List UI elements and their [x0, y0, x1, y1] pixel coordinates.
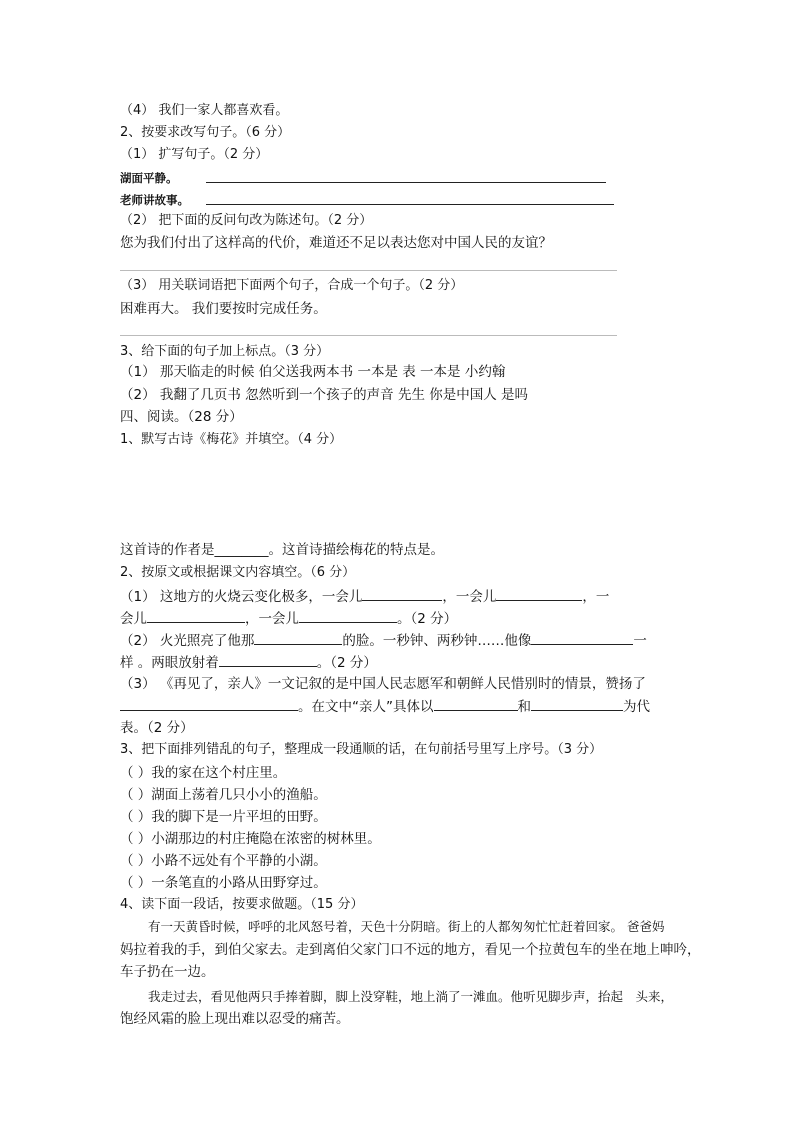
- blank[interactable]: [531, 696, 623, 711]
- fill-2-3-line1: （3） 《再见了，亲人》一文记叙的是中国人民志愿军和朝鲜人民惜别时的情景，赞扬了: [120, 676, 646, 692]
- blank[interactable]: [531, 630, 633, 645]
- punctuation-sentence-2: （2） 我翻了几页书 忽然听到一个孩子的声音 先生 你是中国人 是吗: [120, 387, 529, 403]
- fill-2-2-line1: （2） 火光照亮了他那 的脸。一秒钟、两秒钟……他像 一: [120, 630, 647, 651]
- blank[interactable]: [496, 586, 582, 601]
- list-item[interactable]: （ ）我的脚下是一片平坦的田野。: [120, 809, 327, 825]
- question-2-2: （2） 把下面的反问句改为陈述句。（2 分）: [120, 213, 373, 228]
- author-blank[interactable]: ________: [214, 542, 269, 558]
- passage-line: 妈拉着我的手，到伯父家去。走到离伯父家门口不远的地方，看见一个拉黄包车的坐在地上呻吟，: [120, 942, 701, 958]
- fill-2-3-line2: 。在文中“亲人”具体以 和 为代: [120, 696, 650, 717]
- passage-line: 饱经风霜的脸上现出难以忍受的痛苦。: [120, 1011, 350, 1027]
- section-4-title: 四、阅读。（28 分）: [120, 409, 243, 425]
- list-item[interactable]: （ ）小路不远处有个平静的小湖。: [120, 853, 327, 869]
- fill-2-2-line2: 样 。两眼放射着 。（2 分）: [120, 652, 377, 673]
- reading-3-title: 3、把下面排列错乱的句子，整理成一段通顺的话，在句前括号里写上序号。（3 分）: [120, 742, 603, 757]
- fill-2-3-line3: 表。（2 分）: [120, 720, 194, 736]
- punctuation-sentence-1: （1） 那天临走的时候 伯父送我两本书 一本是 表 一本是 小约翰: [120, 364, 506, 380]
- expand-sentence-b: 老师讲故事。: [120, 193, 189, 207]
- blank[interactable]: [219, 652, 317, 667]
- fill-2-1-line2: 会儿 ，一会儿 。（2 分）: [120, 608, 457, 629]
- fill-2-1-line1: （1） 这地方的火烧云变化极多，一会儿 ，一会儿 ，一: [120, 586, 609, 607]
- list-item[interactable]: （ ）一条笔直的小路从田野穿过。: [120, 875, 327, 891]
- blank[interactable]: [120, 696, 298, 711]
- reading-4-title: 4、读下面一段话，按要求做题。（15 分）: [120, 897, 364, 912]
- list-item[interactable]: （ ）我的家在这个村庄里。: [120, 765, 287, 781]
- blank[interactable]: [254, 630, 342, 645]
- rhetorical-sentence: 您为我们付出了这样高的代价，难道还不足以表达您对中国人民的友谊？: [120, 235, 552, 251]
- list-item[interactable]: （ ）小湖那边的村庄掩隐在浓密的树林里。: [120, 831, 381, 847]
- answer-line-2-1b[interactable]: [206, 204, 614, 205]
- blank[interactable]: [362, 586, 442, 601]
- blank[interactable]: [434, 696, 518, 711]
- question-2-3: （3） 用关联词语把下面两个句子，合成一个句子。（2 分）: [120, 278, 464, 293]
- question-2-1: （1） 扩写句子。（2 分）: [120, 147, 269, 162]
- reading-2-title: 2、按原文或根据课文内容填空。（6 分）: [120, 565, 356, 580]
- blank[interactable]: [299, 608, 397, 623]
- poem-question: 这首诗的作者是________。这首诗描绘梅花的特点是。: [120, 542, 444, 558]
- question-3-title: 3、给下面的句子加上标点。（3 分）: [120, 344, 330, 359]
- blank[interactable]: [147, 608, 245, 623]
- list-item[interactable]: （ ）湖面上荡着几只小小的渔船。: [120, 787, 327, 803]
- answer-line-2-2[interactable]: [120, 270, 617, 271]
- two-sentences: 困难再大。 我们要按时完成任务。: [120, 301, 327, 317]
- passage-line: 有一天黄昏时候，呼呼的北风怒号着，天色十分阴暗。街上的人都匆匆忙忙赶着回家。 爸爸妈: [148, 919, 665, 934]
- expand-sentence-a: 湖面平静。: [120, 171, 178, 185]
- answer-line-2-3[interactable]: [120, 335, 617, 336]
- passage-line: 我走过去，看见他两只手捧着脚，脚上没穿鞋，地上淌了一滩血。他听见脚步声，抬起 头来，: [148, 989, 674, 1004]
- reading-1-title: 1、默写古诗《梅花》并填空。（4 分）: [120, 432, 343, 447]
- question-2-title: 2、按要求改写句子。（6 分）: [120, 125, 291, 140]
- answer-line-2-1a[interactable]: [206, 182, 606, 183]
- passage-line: 车子扔在一边。: [120, 964, 215, 980]
- question-1-4: （4） 我们一家人都喜欢看。: [120, 103, 289, 118]
